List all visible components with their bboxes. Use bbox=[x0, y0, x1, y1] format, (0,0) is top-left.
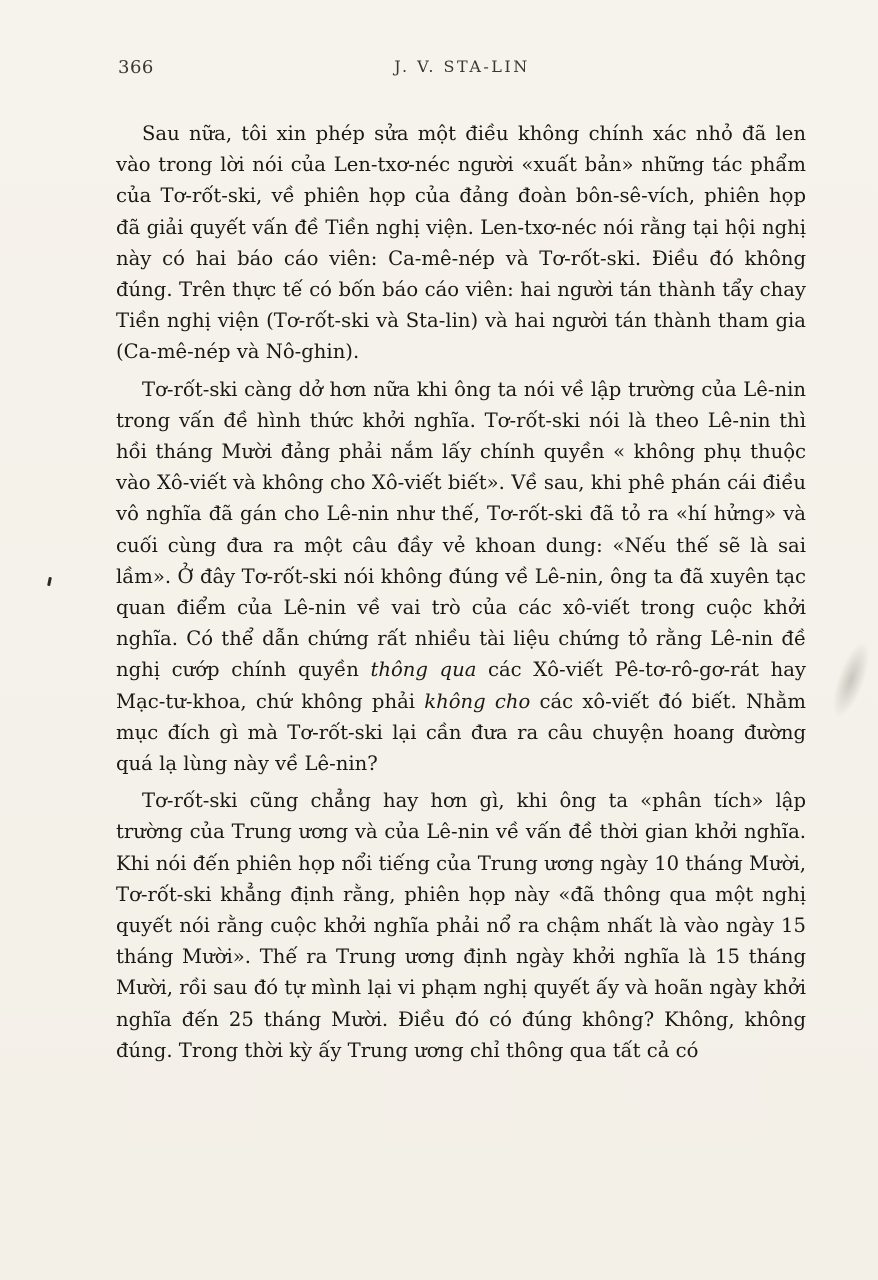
paragraph-3: Tơ-rốt-ski cũng chẳng hay hơn gì, khi ông ta «phân tích» lập trường của Trung ương và của Lê-nin về vấn đề thời gian khởi nghĩa. Khi nói đến phiên họp nổi tiếng của Trung ương ngày 10 tháng Mười, Tơ-rốt-ski khẳng định rằng, phiên họp này «đã thông qua một nghị quyết nói rằng cuộc khởi nghĩa phải nổ ra chậm nhất là vào ngày 15 tháng Mười». Thế ra Trung ương định ngày khởi nghĩa là 15 tháng Mười, rồi sau đó tự mình lại vi phạm nghị quyết ấy và hoãn ngày khởi nghĩa đến 25 tháng Mười. Điều đó có đúng không? Không, không đúng. Trong thời kỳ ấy Trung ương chỉ thông qua tất cả có bbox=[116, 789, 806, 1062]
running-title: J. V. STA-LIN bbox=[394, 57, 530, 76]
running-head bbox=[118, 57, 806, 83]
page-smudge bbox=[825, 638, 877, 722]
body-text bbox=[116, 118, 806, 1072]
paragraph-2-part-2: các Xô-viết Pê-tơ-rô-gơ-rát hay Mạc-tư-khoa, chứ không phải bbox=[116, 658, 806, 713]
paragraph-2-part-1: Tơ-rốt-ski càng dở hơn nữa khi ông ta nói về lập trường của Lê-nin trong vấn đề hình thức khởi nghĩa. Tơ-rốt-ski nói là theo Lê-nin thì hồi tháng Mười đảng phải nắm lấy chính quyền « không phụ thuộc vào Xô-viết và không cho Xô-viết biết». Về sau, khi phê phán cái điều vô nghĩa đã gán cho Lê-nin như thế, Tơ-rốt-ski đã tỏ ra «hí hửng» và cuối cùng đưa ra một câu đầy vẻ khoan dung: «Nếu thế sẽ là sai lầm». Ở đây Tơ-rốt-ski nói không đúng về Lê-nin, ông ta đã xuyên tạc quan điểm của Lê-nin về vai trò của các xô-viết trong cuộc khởi nghĩa. Có thể dẫn chứng rất nhiều tài liệu chứng tỏ rằng Lê-nin đề nghị cướp chính quyền bbox=[116, 377, 806, 682]
paragraph-2 bbox=[116, 374, 806, 780]
page-number: 366 bbox=[118, 57, 154, 78]
stray-ink-mark bbox=[47, 577, 52, 586]
italic-emphasis-thong-qua: thông qua bbox=[370, 658, 477, 682]
paragraph-1: Sau nữa, tôi xin phép sửa một điều không chính xác nhỏ đã len vào trong lời nói của Len-txơ-néc người «xuất bản» những tác phẩm của Tơ-rốt-ski, về phiên họp của đảng đoàn bôn-sê-vích, phiên họp đã giải quyết vấn đề Tiền nghị viện. Len-txơ-néc nói rằng tại hội nghị này có hai báo cáo viên: Ca-mê-nép và Tơ-rốt-ski. Điều đó không đúng. Trên thực tế có bốn báo cáo viên: hai người tán thành tẩy chay Tiền nghị viện (Tơ-rốt-ski và Sta-lin) và hai người tán thành tham gia (Ca-mê-nép và Nô-ghin). bbox=[116, 122, 806, 364]
italic-emphasis-khong-cho: không cho bbox=[424, 689, 531, 713]
paragraph-2-part-3: các xô-viết đó biết. Nhằm mục đích gì mà Tơ-rốt-ski lại cần đưa ra câu chuyện hoang đường quá lạ lùng này về Lê-nin? bbox=[116, 689, 806, 776]
